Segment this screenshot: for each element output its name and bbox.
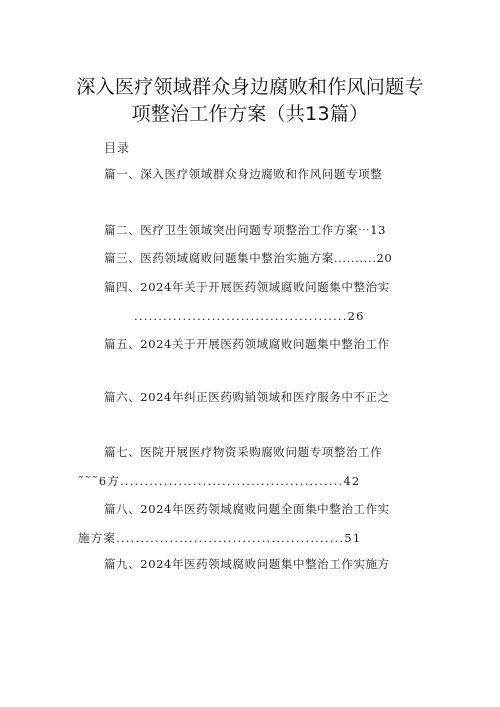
toc-entry-4: 篇四、2024年关于开展医药领域腐败问题集中整治实 [104,280,390,294]
toc-entry-8: 篇八、2024年医药领域腐败问题全面集中整治工作实 [104,502,390,516]
toc-entry-3: 篇三、医药领域腐败问题集中整治实施方案..........20 [104,251,393,265]
document-title-line-2: 项整治工作方案（共13篇） [131,103,369,125]
toc-entry-1: 篇一、深入医疗领域群众身边腐败和作风问题专项整 [104,167,383,181]
toc-entry-5: 篇五、2024关于开展医药领域腐败问题集中整治工作 [104,337,390,351]
toc-heading: 目录 [104,141,131,155]
document-title-line-1: 深入医疗领域群众身边腐败和作风问题专 [76,76,424,98]
toc-entry-6: 篇六、2024年纠正医药购销领域和医疗服务中不正之 [104,390,390,404]
toc-entry-8-continuation: 施方案...............................................51 [78,531,362,545]
toc-entry-9: 篇九、2024年医药领域腐败问题集中整治工作实施方 [104,557,390,571]
toc-entry-4-continuation: ............................................26 [134,309,365,323]
toc-entry-2: 篇二、医疗卫生领域突出问题专项整治工作方案⋯13 [104,223,387,237]
toc-entry-7-continuation: ˜˜˜6方..............................................42 [78,474,361,488]
toc-entry-7: 篇七、医院开展医疗物资采购腐败问题专项整治工作 [104,445,383,459]
